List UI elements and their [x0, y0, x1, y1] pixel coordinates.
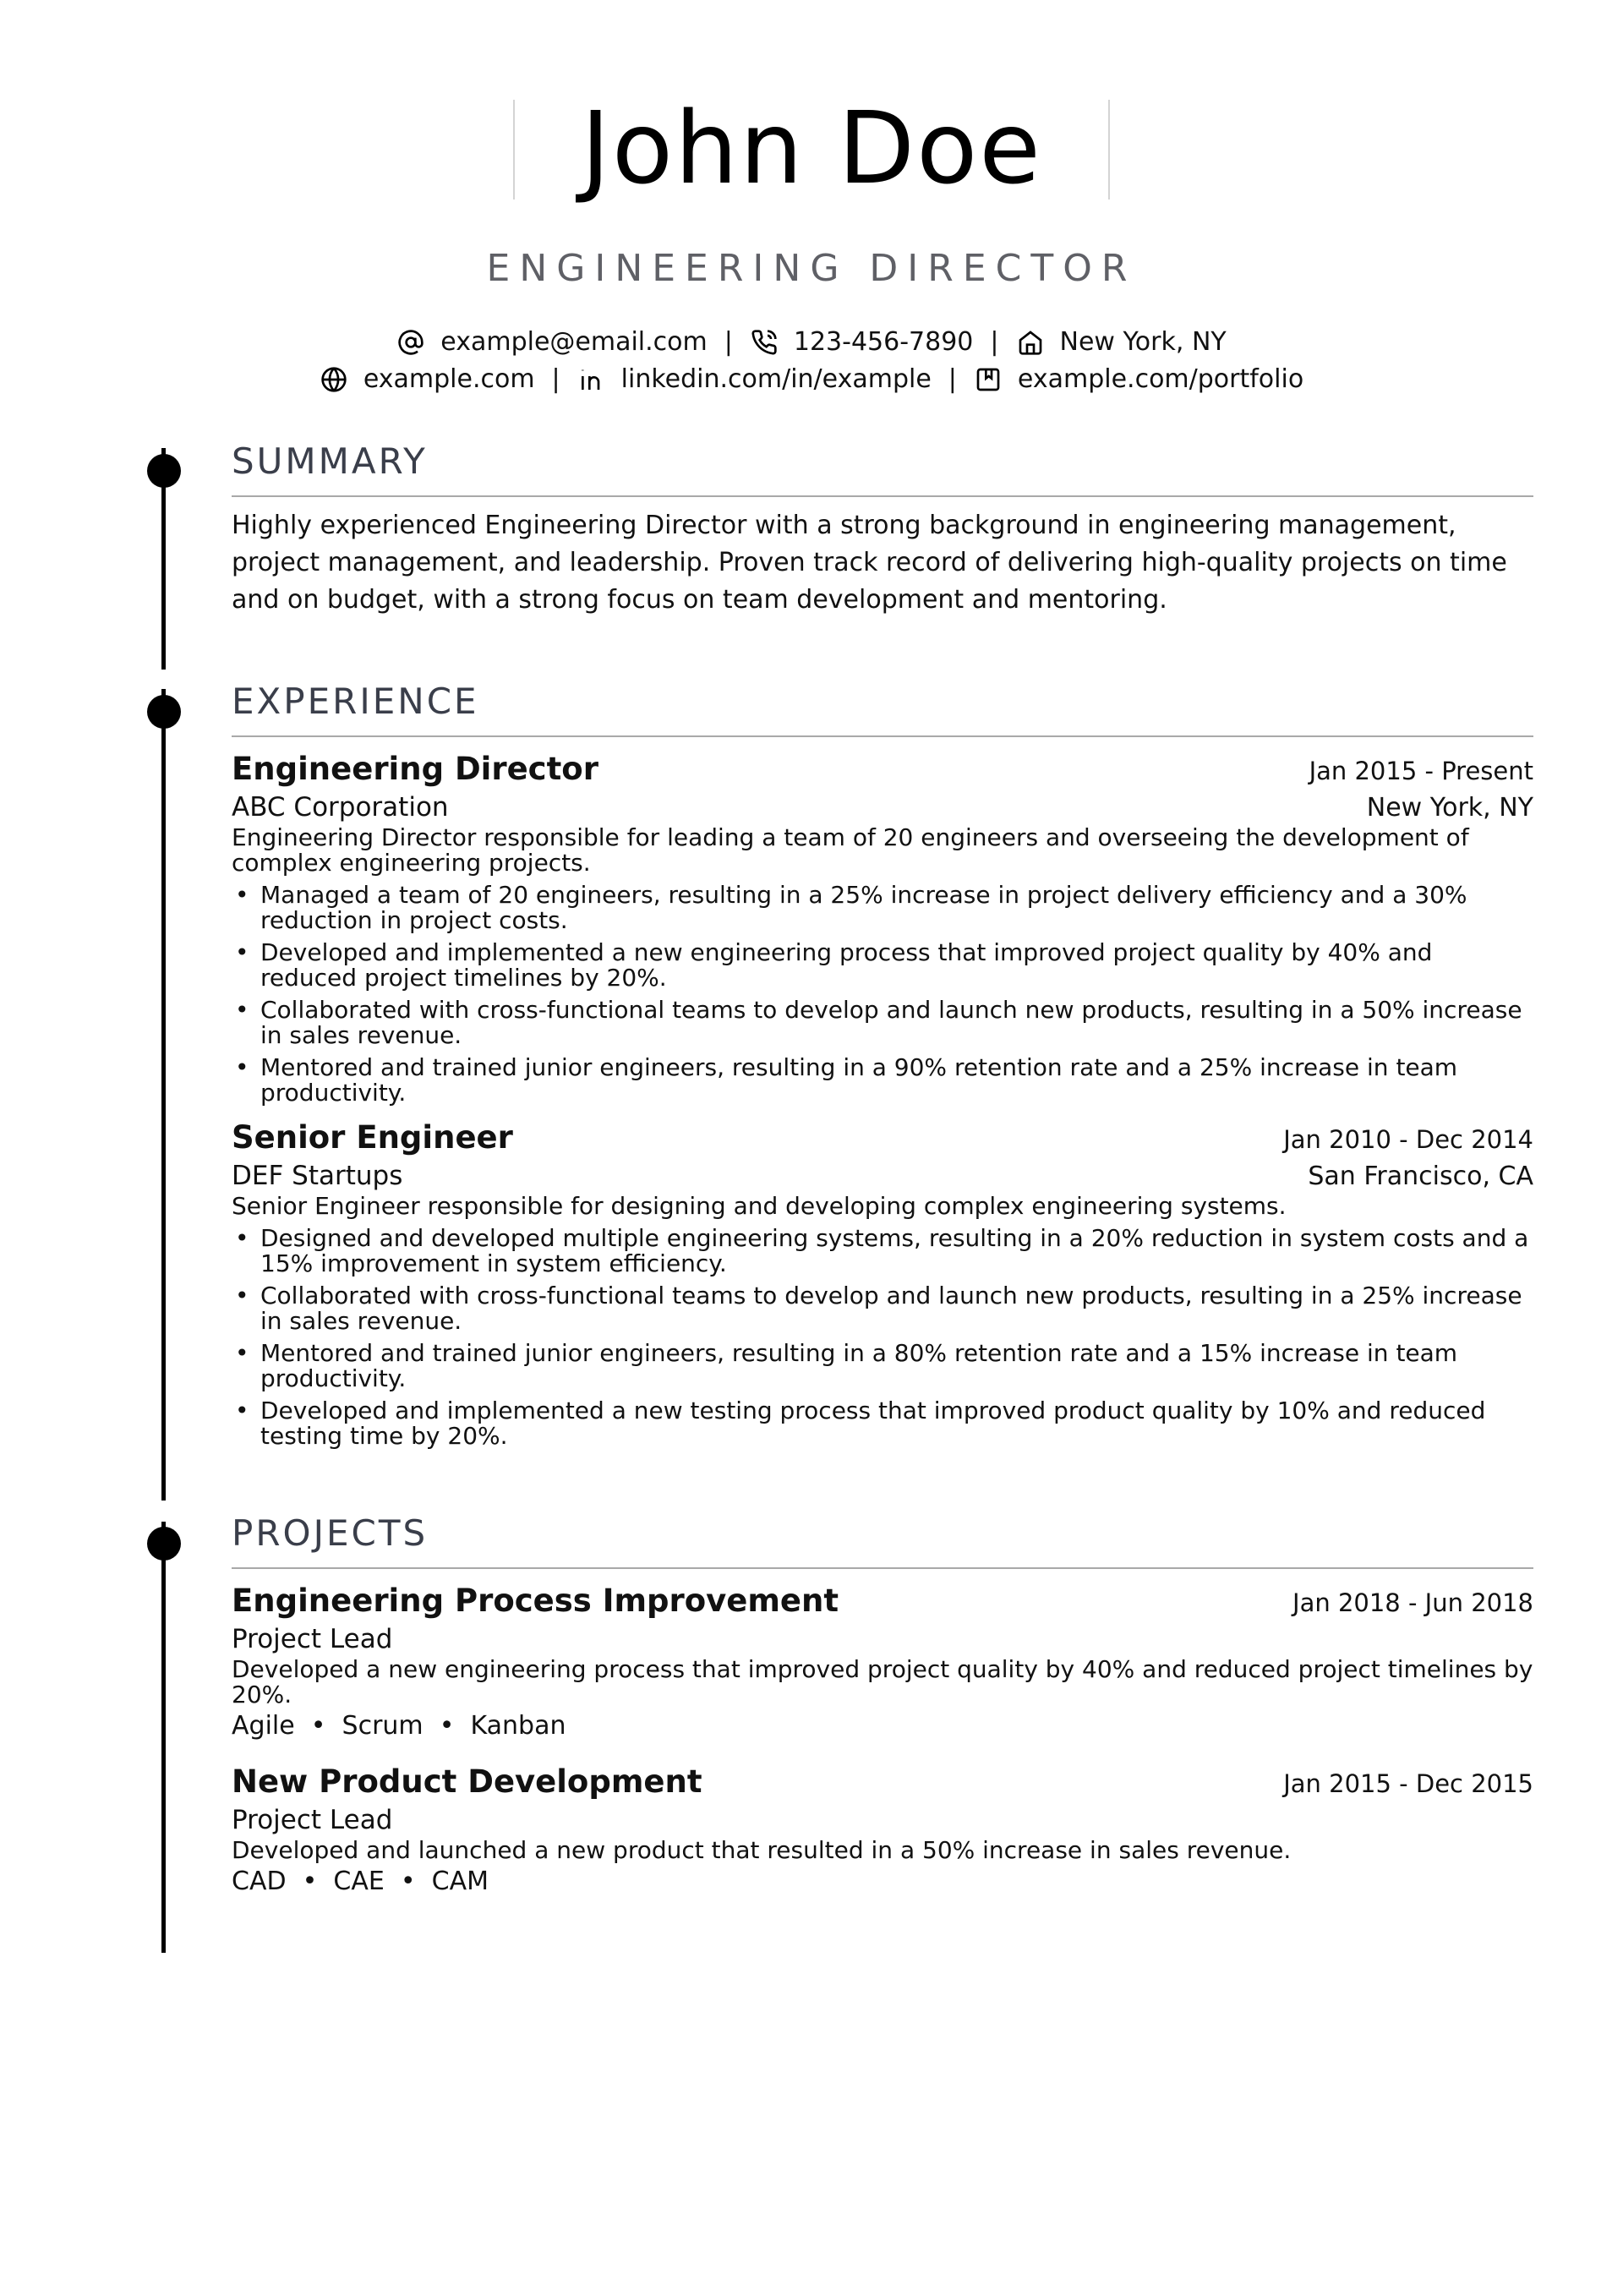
company-name: ABC Corporation: [232, 792, 449, 823]
at-icon: [396, 328, 425, 357]
achievement-item: • Mentored and trained junior engineers, resulting in a 80% retention rate and a 15% increase in team productivity.: [232, 1341, 1533, 1391]
project-entry: [232, 1581, 1533, 1745]
separator: |: [724, 327, 733, 357]
job-description: Engineering Director responsible for leading a team of 20 engineers and overseeing the development of complex engineering projects.: [232, 823, 1469, 877]
experience-entry: [232, 749, 1533, 1106]
linkedin-text: linkedin.com/in/example: [620, 364, 932, 394]
portfolio-contact[interactable]: [974, 361, 1303, 398]
job-role: Engineering Director: [232, 751, 598, 787]
timeline-line-projects: [161, 1522, 166, 1953]
website-text: example.com: [363, 364, 535, 394]
project-role: Project Lead: [232, 1624, 393, 1654]
website-contact[interactable]: [320, 361, 535, 398]
candidate-name: John Doe: [581, 90, 1042, 206]
job-dates: Jan 2015 - Present: [1309, 757, 1533, 785]
globe-icon: [320, 365, 348, 394]
phone-icon: [750, 328, 779, 357]
achievement-item: • Designed and developed multiple engineering systems, resulting in a 20% reduction in system costs and a 15% improvement in system efficiency.: [232, 1226, 1533, 1276]
job-role: Senior Engineer: [232, 1119, 513, 1156]
achievement-item: • Mentored and trained junior engineers, resulting in a 90% retention rate and a 25% increase in team productivity.: [232, 1055, 1533, 1106]
phone-text: 123-456-7890: [793, 327, 974, 357]
achievement-item: • Developed and implemented a new engineering process that improved project quality by 40% and reduced project timelines by 20%.: [232, 940, 1533, 991]
experience-section: [232, 676, 1533, 1456]
achievement-list: [232, 883, 1533, 1106]
contact-row-1: [0, 324, 1623, 361]
summary-section: [232, 436, 1533, 619]
entry-sub-row: [232, 1158, 1533, 1194]
timeline-dot-summary: [147, 454, 181, 488]
phone-contact[interactable]: [750, 324, 974, 361]
section-divider: [232, 495, 1533, 497]
company-name: DEF Startups: [232, 1161, 403, 1191]
entry-header-row: [232, 1762, 1533, 1802]
entry-sub-row: [232, 790, 1533, 825]
job-description: Senior Engineer responsible for designing and developing complex engineering systems.: [232, 1192, 1287, 1220]
separator: |: [551, 364, 560, 394]
achievement-item: • Managed a team of 20 engineers, resulting in a 25% increase in project delivery efficiency and a 30% reduction in project costs.: [232, 883, 1533, 933]
project-name: Engineering Process Improvement: [232, 1583, 839, 1619]
achievement-item: • Collaborated with cross-functional teams to develop and launch new products, resulting in a 50% increase in sales revenue.: [232, 998, 1533, 1048]
email-text: example@email.com: [440, 327, 708, 357]
project-tags: Agile • Scrum • Kanban: [232, 1711, 566, 1741]
timeline-line-experience: [161, 689, 166, 1501]
contact-row-2: [0, 361, 1623, 398]
linkedin-contact[interactable]: [577, 361, 932, 398]
projects-section: [232, 1508, 1533, 1900]
summary-text: Highly experienced Engineering Director with a strong background in engineering management, project management, and leadership. Proven track record of delivering high-quality projects on time and on budget, with a strong focus on team development and mentoring.: [232, 511, 1507, 615]
experience-entry: [232, 1118, 1533, 1449]
project-entry: [232, 1762, 1533, 1900]
section-heading-projects: PROJECTS: [232, 1512, 429, 1554]
project-dates: Jan 2015 - Dec 2015: [1283, 1769, 1533, 1798]
separator: |: [948, 364, 957, 394]
section-heading-summary: SUMMARY: [232, 440, 428, 482]
name-block: [513, 85, 1110, 211]
achievement-list: [232, 1226, 1533, 1449]
project-tags: CAD • CAE • CAM: [232, 1867, 489, 1896]
achievement-item: • Developed and implemented a new testing process that improved product quality by 10% and reduced testing time by 20%.: [232, 1398, 1533, 1449]
entry-header-row: [232, 1118, 1533, 1158]
job-location: San Francisco, CA: [1308, 1162, 1533, 1191]
separator: |: [990, 327, 999, 357]
project-name: New Product Development: [232, 1763, 702, 1800]
linkedin-icon: [577, 365, 606, 394]
job-location: New York, NY: [1366, 793, 1533, 823]
project-description: Developed a new engineering process that improved project quality by 40% and reduced project timelines by 20%.: [232, 1655, 1533, 1708]
location-contact: [1016, 324, 1227, 361]
job-dates: Jan 2010 - Dec 2014: [1283, 1125, 1533, 1154]
job-title: ENGINEERING DIRECTOR: [486, 247, 1137, 290]
portfolio-text: example.com/portfolio: [1017, 364, 1304, 394]
project-dates: Jan 2018 - Jun 2018: [1292, 1588, 1533, 1617]
timeline-dot-experience: [147, 695, 181, 729]
location-text: New York, NY: [1059, 327, 1227, 357]
project-description: Developed and launched a new product that resulted in a 50% increase in sales revenue.: [232, 1836, 1292, 1864]
resume-header: [0, 85, 1623, 398]
entry-header-row: [232, 749, 1533, 790]
email-contact[interactable]: [396, 324, 707, 361]
project-role: Project Lead: [232, 1805, 393, 1835]
section-divider: [232, 735, 1533, 737]
section-heading-experience: EXPERIENCE: [232, 681, 479, 722]
contact-info: [0, 324, 1623, 398]
achievement-item: • Collaborated with cross-functional teams to develop and launch new products, resulting in a 25% increase in sales revenue.: [232, 1283, 1533, 1334]
portfolio-icon: [974, 365, 1003, 394]
home-icon: [1016, 328, 1045, 357]
entry-header-row: [232, 1581, 1533, 1621]
timeline-dot-projects: [147, 1527, 181, 1561]
section-divider: [232, 1567, 1533, 1569]
